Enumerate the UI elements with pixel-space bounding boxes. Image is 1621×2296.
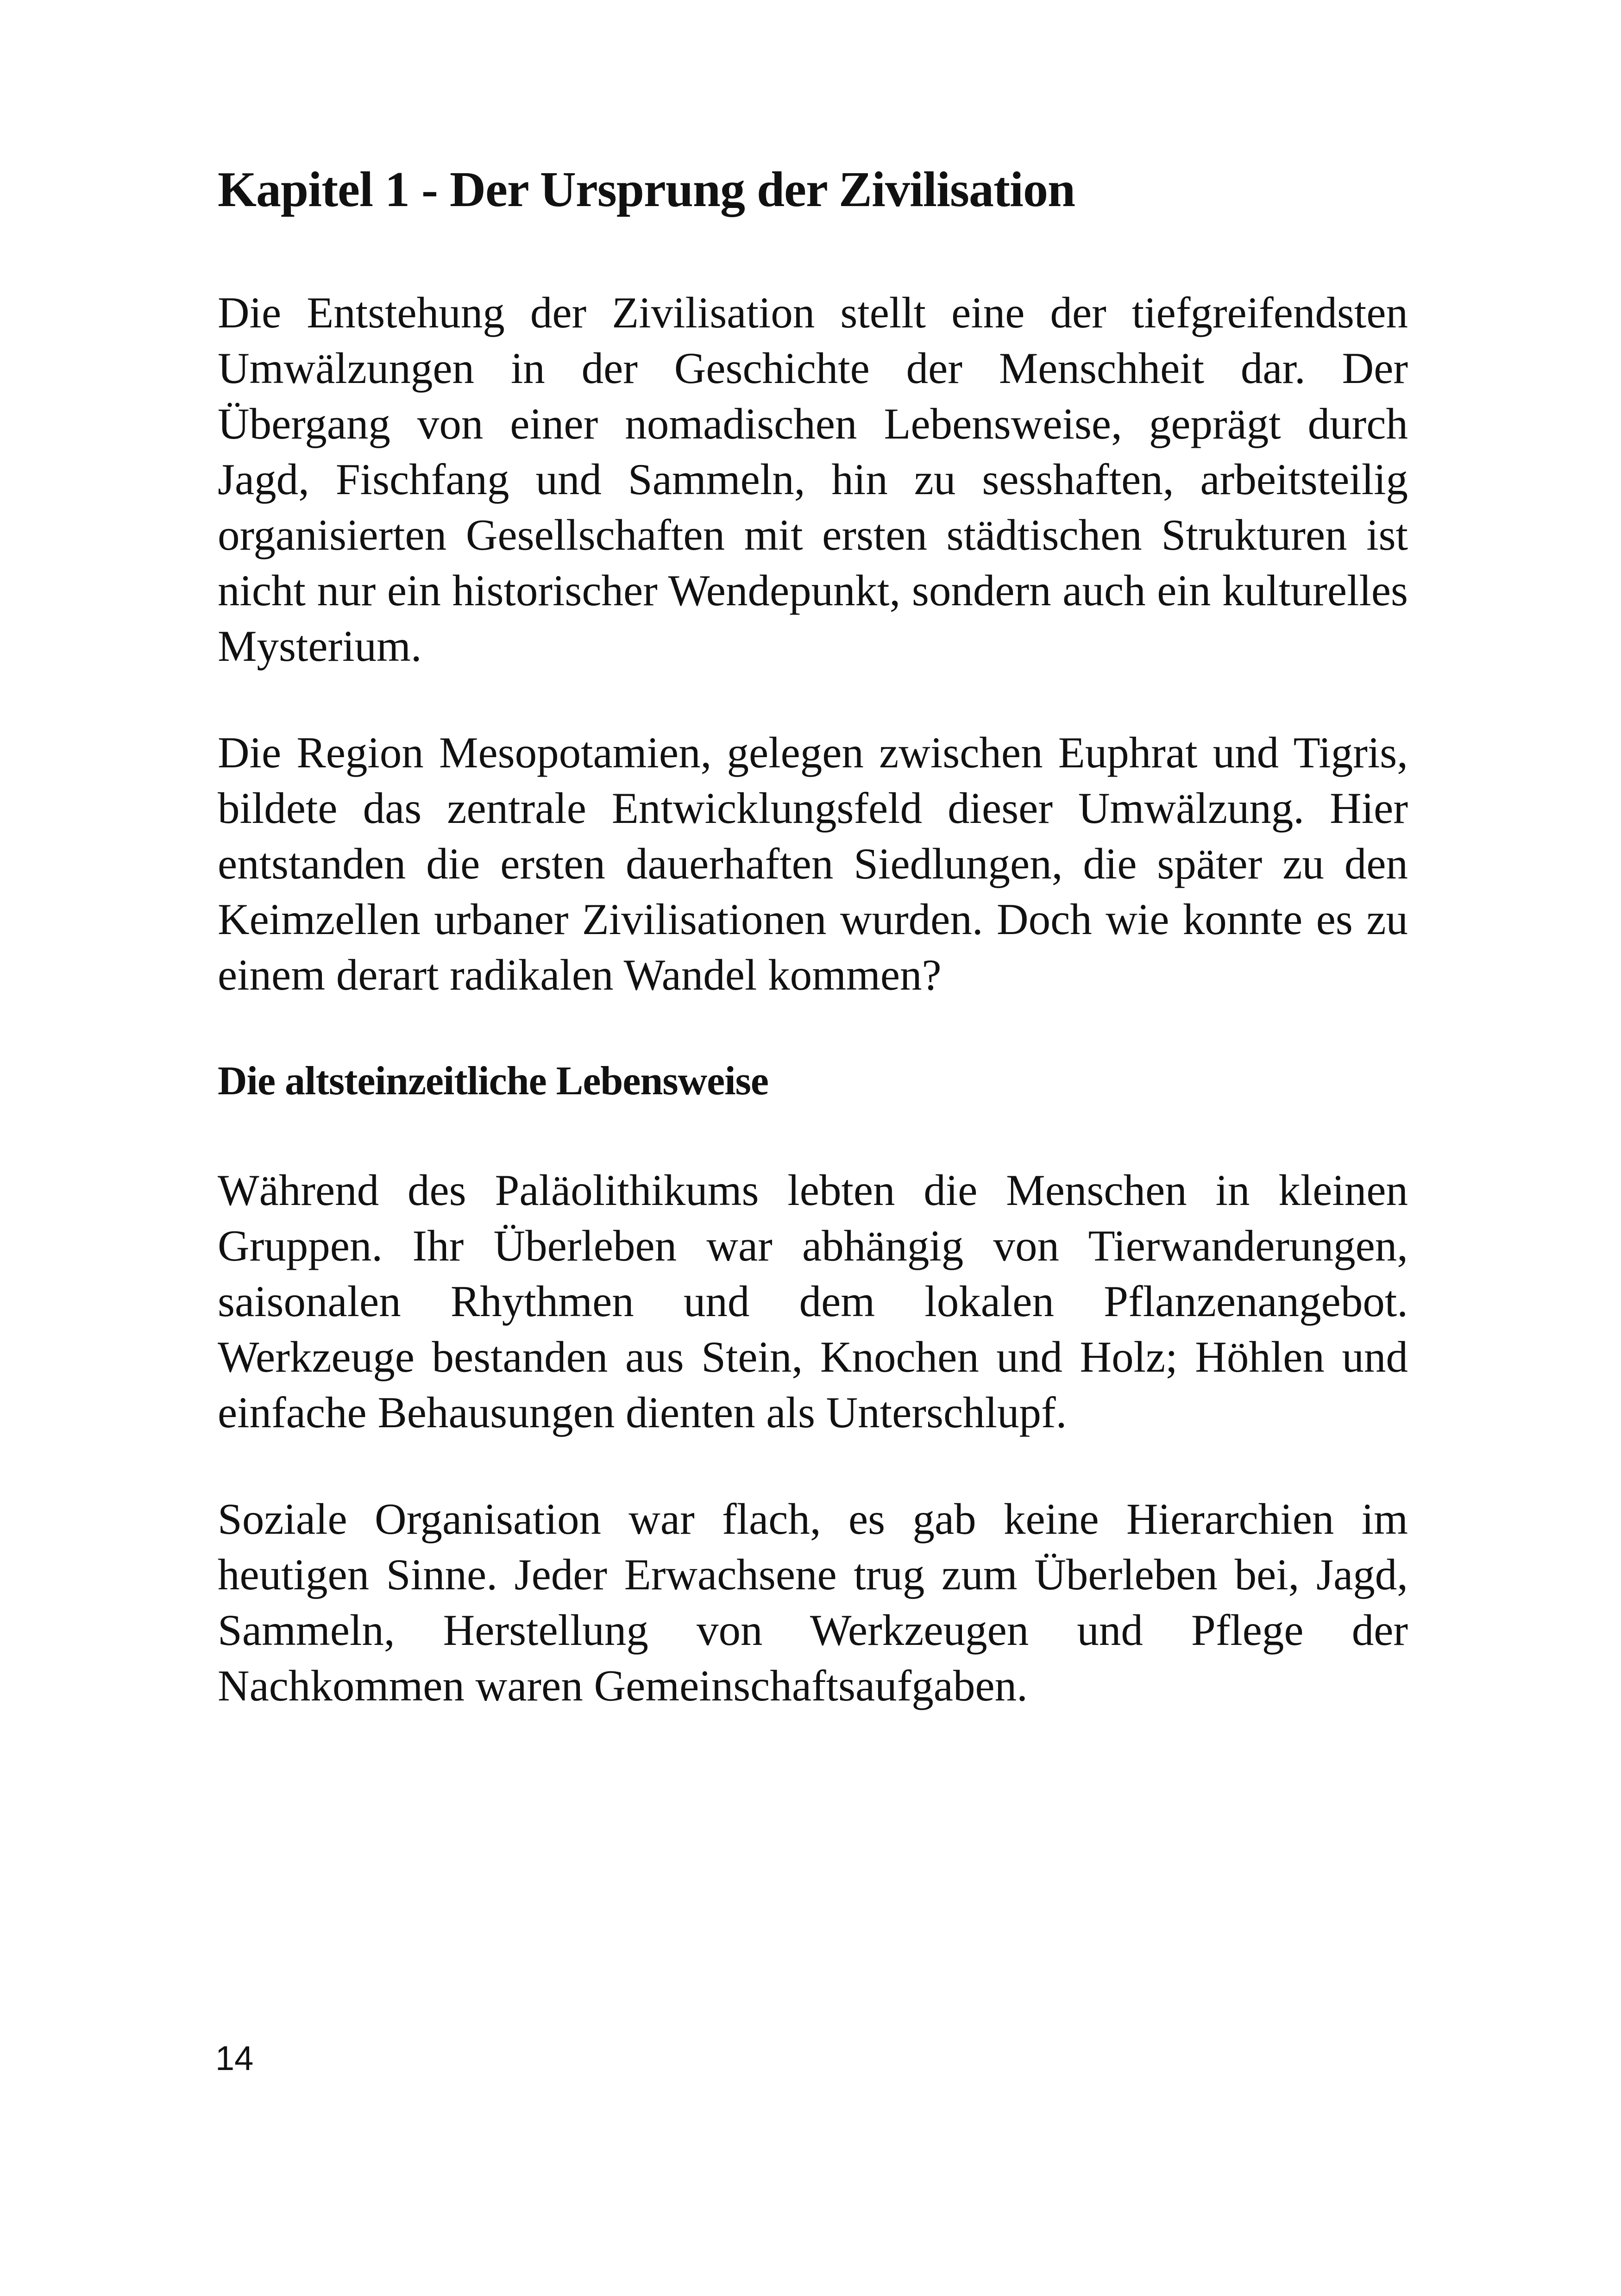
- chapter-title: Kapitel 1 - Der Ursprung der Zivilisation: [218, 162, 1075, 217]
- page-content: [218, 160, 1408, 1764]
- body-paragraph: Soziale Organisation war flach, es gab keine Hierarchien im heutigen Sinne. Jeder Erwachsene trug zum Überleben bei, Jagd, Sammeln, Herstellung von Werkzeugen und Pflege der Nachkommen waren Gemeinschaftsaufgaben.: [218, 1494, 1408, 1710]
- body-paragraph: Die Region Mesopotamien, gelegen zwischen Euphrat und Tigris, bildete das zentrale Entwicklungsfeld dieser Umwälzung. Hier entstanden die ersten dauerhaften Siedlungen, die später zu den Keimzellen urbaner Zivilisationen wurden. Doch wie konnte es zu einem derart radikalen Wandel kommen?: [218, 728, 1408, 999]
- body-paragraph: Während des Paläolithikums lebten die Menschen in kleinen Gruppen. Ihr Überleben war abhängig von Tierwanderungen, saisonalen Rhythmen und dem lokalen Pflanzenangebot. Werkzeuge bestanden aus Stein, Knochen und Holz; Höhlen und einfache Behausungen dienten als Unterschlupf.: [218, 1166, 1408, 1437]
- body-paragraph: Die Entstehung der Zivilisation stellt eine der tiefgreifendsten Umwälzungen in der Geschichte der Menschheit dar. Der Übergang von einer nomadischen Lebensweise, geprägt durch Jagd, Fischfang und Sammeln, hin zu sesshaften, arbeitsteilig organisierten Gesellschaften mit ersten städtischen Strukturen ist nicht nur ein historischer Wendepunkt, sondern auch ein kulturelles Mysterium.: [218, 288, 1408, 671]
- section-heading: Die altsteinzeitliche Lebensweise: [218, 1059, 768, 1104]
- page-number: 14: [215, 2039, 254, 2077]
